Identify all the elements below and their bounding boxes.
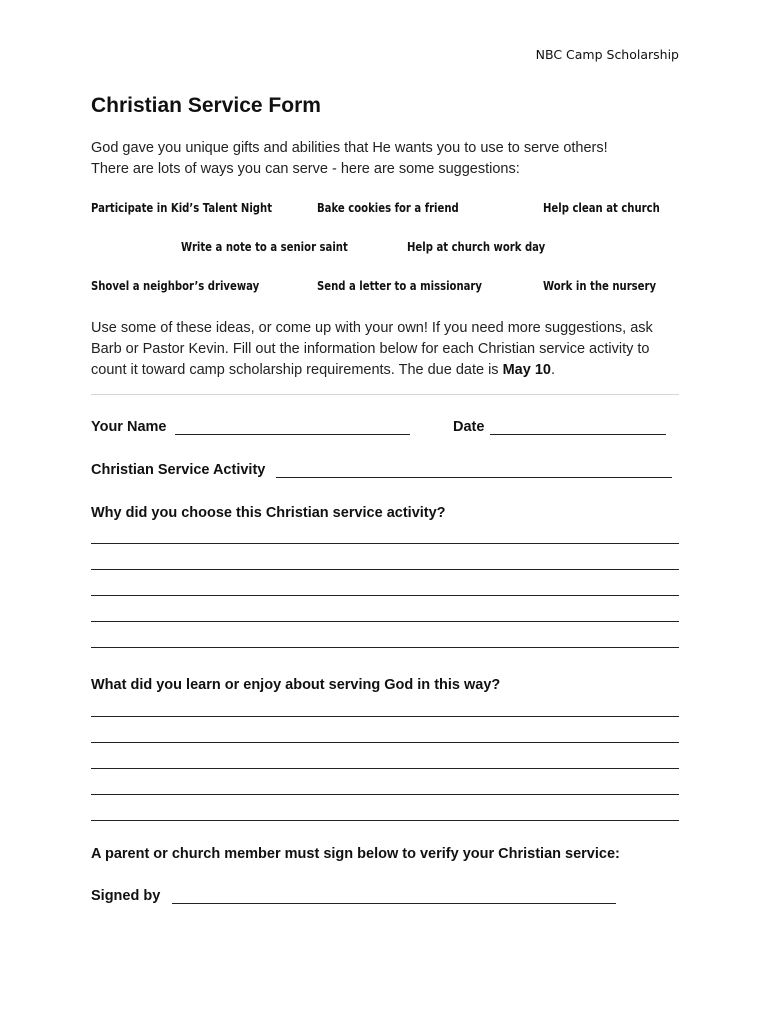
answer1-line-5[interactable] <box>91 647 679 648</box>
instructions-end: . <box>550 362 555 378</box>
name-label: Your Name <box>91 419 167 435</box>
suggestion-shovel-driveway: Shovel a neighbor’s driveway <box>91 279 260 293</box>
answer2-line-3[interactable] <box>91 768 679 769</box>
intro-line-1: God gave you unique gifts and abilities that He wants you to use to serve others! <box>91 140 608 156</box>
due-date: May 10 <box>502 362 551 378</box>
suggestion-clean-church: Help clean at church <box>543 201 660 215</box>
intro-line-2: There are lots of ways you can serve - here are some suggestions: <box>91 161 520 177</box>
suggestion-work-day: Help at church work day <box>407 240 546 254</box>
intro-text <box>91 138 691 180</box>
suggestion-letter-missionary: Send a letter to a missionary <box>317 279 482 293</box>
header-scholarship-label: NBC Camp Scholarship <box>535 47 679 62</box>
suggestion-nursery: Work in the nursery <box>543 279 657 293</box>
signature-line[interactable] <box>172 903 616 904</box>
instructions-paragraph <box>91 318 681 381</box>
answer1-line-1[interactable] <box>91 543 679 544</box>
date-label: Date <box>453 419 485 435</box>
activity-label: Christian Service Activity <box>91 462 266 478</box>
answer2-line-2[interactable] <box>91 742 679 743</box>
answer2-line-4[interactable] <box>91 794 679 795</box>
answer1-line-3[interactable] <box>91 595 679 596</box>
answer2-line-1[interactable] <box>91 716 679 717</box>
verify-note: A parent or church member must sign below to verify your Christian service: <box>91 846 620 862</box>
instructions-text: Use some of these ideas, or come up with your own! If you need more suggestions, ask Barb or Pastor Kevin. Fill out the information below for each Christian service activity to count it toward camp scholarship requirements. The due date is <box>91 320 653 378</box>
section-divider <box>91 394 679 395</box>
date-field-line[interactable] <box>490 434 666 435</box>
question-why-label: Why did you choose this Christian service activity? <box>91 505 446 521</box>
page-title: Christian Service Form <box>91 94 321 117</box>
answer2-line-5[interactable] <box>91 820 679 821</box>
suggestion-bake-cookies: Bake cookies for a friend <box>317 201 459 215</box>
answer1-line-4[interactable] <box>91 621 679 622</box>
suggestion-note-senior: Write a note to a senior saint <box>181 240 348 254</box>
signed-by-label: Signed by <box>91 888 161 904</box>
answer1-line-2[interactable] <box>91 569 679 570</box>
question-learn-label: What did you learn or enjoy about serving God in this way? <box>91 677 501 693</box>
name-field-line[interactable] <box>175 434 410 435</box>
activity-field-line[interactable] <box>276 477 672 478</box>
suggestion-talent-night: Participate in Kid’s Talent Night <box>91 201 273 215</box>
